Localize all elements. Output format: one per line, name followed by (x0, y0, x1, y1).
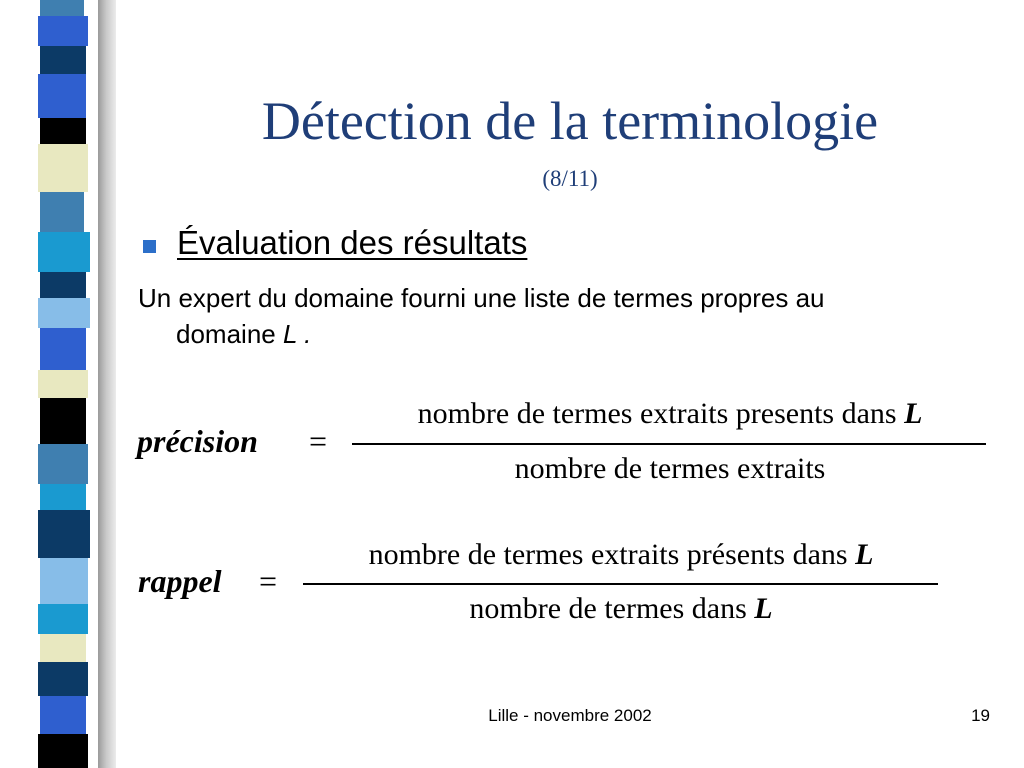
band-segment (38, 510, 90, 558)
precision-fraction-bar (352, 443, 986, 445)
precision-lhs: précision (137, 423, 258, 459)
slide-subtitle: (8/11) (542, 166, 598, 191)
decorative-band (38, 0, 98, 768)
recall-equals: = (259, 563, 278, 599)
band-segment (40, 634, 86, 662)
band-segment (40, 192, 84, 232)
recall-numerator (296, 538, 946, 572)
footer-text: Lille - novembre 2002 (488, 706, 652, 725)
band-segment (38, 444, 88, 484)
band-shadow (98, 0, 116, 768)
band-segment (38, 232, 90, 272)
band-segment (38, 604, 88, 634)
band-segment (38, 370, 88, 398)
paragraph-line-2 (138, 316, 1008, 352)
band-segment (40, 272, 86, 298)
band-segment (38, 298, 90, 328)
band-segment (40, 398, 86, 444)
precision-equals: = (309, 423, 328, 459)
band-segment (40, 0, 84, 16)
recall-denominator-text: nombre de termes dans (469, 592, 755, 625)
paragraph-line-1: Un expert du domaine fourni une liste de termes propres au (138, 283, 825, 313)
slide-title: Détection de la terminologie (261, 91, 879, 151)
band-segment (38, 144, 88, 192)
precision-numerator (345, 397, 995, 431)
band-segment (40, 696, 86, 734)
band-segment (40, 328, 86, 370)
recall-lhs: rappel (138, 563, 222, 599)
paragraph-line-2-text: domaine (176, 319, 283, 349)
precision-numerator-var: L (904, 397, 923, 430)
recall-fraction-bar (303, 583, 938, 585)
recall-numerator-text: nombre de termes extraits présents dans (368, 538, 856, 571)
bullet-heading: Évaluation des résultats (177, 224, 528, 261)
page-number: 19 (971, 706, 990, 725)
band-segment (38, 734, 88, 768)
square-bullet-icon (143, 240, 156, 253)
precision-denominator: nombre de termes extraits (514, 452, 826, 485)
paragraph-variable: L . (282, 319, 312, 349)
recall-denominator (296, 592, 946, 626)
band-segment (40, 46, 86, 74)
band-segment (40, 484, 86, 510)
band-segment (40, 118, 86, 144)
recall-denominator-var: L (754, 592, 773, 625)
band-segment (38, 662, 88, 696)
paragraph (138, 280, 1008, 352)
recall-numerator-var: L (855, 538, 874, 571)
precision-numerator-text: nombre de termes extraits presents dans (417, 397, 905, 430)
band-segment (38, 74, 86, 118)
band-segment (38, 16, 88, 46)
band-segment (40, 558, 88, 604)
